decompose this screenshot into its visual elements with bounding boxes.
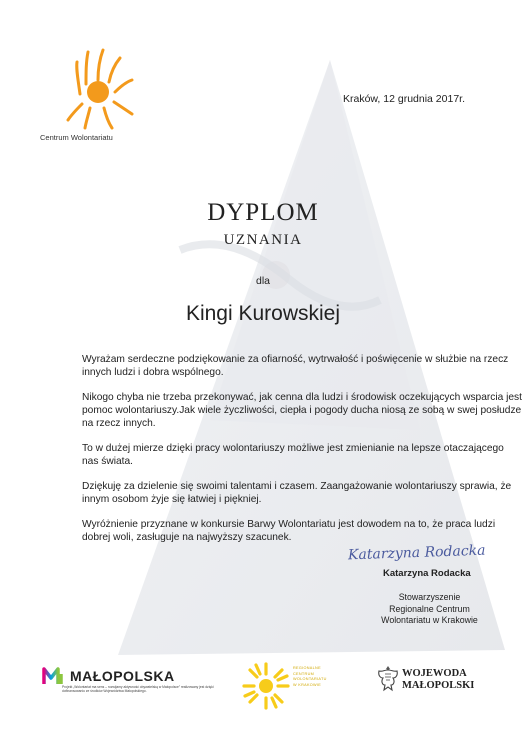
caption-line: WOLONTARIATU <box>293 677 327 681</box>
orange-hand-sun-icon <box>60 44 140 134</box>
malopolska-wordmark: MAŁOPOLSKA <box>70 668 175 684</box>
org-line: Regionalne Centrum <box>389 603 470 614</box>
caption-line: CENTRUM <box>293 671 315 676</box>
caption-line: W KRAKOWIE <box>293 682 322 687</box>
body-paragraph: Wyróżnienie przyznane w konkursie Barwy Wolontariatu jest dowodem na to, że praca ludzi dobrej woli, zasługuje na najwyższy szacunek. <box>82 518 496 544</box>
wojewoda-line: MAŁOPOLSKI <box>402 679 475 691</box>
issue-date: Kraków, 12 grudnia 2017r. <box>343 93 466 105</box>
white-eagle-emblem-icon <box>376 663 400 693</box>
body-paragraph: Dziękuję za dzielenie się swoimi talentami i czasem. Zaangażowanie wolontariuszy sprawia, że innym osobom żyje się łatwiej i piękniej. <box>82 480 512 506</box>
caption-line: REGIONALNE <box>293 666 321 670</box>
diploma-body <box>82 353 522 556</box>
for-label: dla <box>255 275 270 287</box>
wojewoda-wordmark <box>402 668 474 691</box>
handwritten-signature: Katarzyna Rodacka <box>347 542 486 564</box>
diploma-subtitle: UZNANIA <box>223 232 303 248</box>
body-paragraph: Wyrażam serdeczne podziękowanie za ofiarność, wytrwałość i poświęcenie w służbie na rzecz innych ludzi i dobra wspólnego. <box>82 354 509 379</box>
malopolska-m-icon <box>42 666 68 686</box>
signer-name: Katarzyna Rodacka <box>383 568 471 579</box>
org-line: Wolontariatu w Krakowie <box>381 615 478 625</box>
yellow-sun-icon <box>240 660 292 712</box>
logo-caption: Centrum Wolontariatu <box>40 133 113 142</box>
body-paragraph: To w dużej mierze dzięki pracy wolontariuszy możliwe jest zmienianie na lepsze otaczającego nas świata. <box>82 443 504 468</box>
org-line: Stowarzyszenie <box>398 592 461 602</box>
wojewoda-line: WOJEWODA <box>402 668 467 679</box>
signer-organization <box>372 592 487 627</box>
recipient-name: Kingi Kurowskiej <box>185 302 341 325</box>
regional-centre-caption <box>293 666 353 688</box>
body-paragraph: Nikogo chyba nie trzeba przekonywać, jak cenna dla ludzi i środowisk oczekujących wsparcia jest pomoc wolontariuszy.Jak wiele życzliwości, ciepła i pogody ducha niosą ze sobą w swej posłudze na rzecz innych. <box>82 391 522 430</box>
project-funding-note: Projekt „Wolontariat ma sens – rozwijamy aktywność obywatelską w Małopolsce” realizowany jest dzięki dofinansowaniu ze środków Województwa Małopolskiego. <box>62 685 214 694</box>
diploma-title: DYPLOM <box>207 199 319 226</box>
